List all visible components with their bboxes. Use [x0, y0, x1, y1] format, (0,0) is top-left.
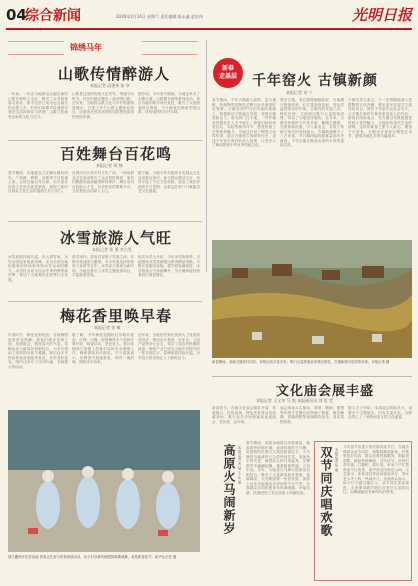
- article-byline: 本报记者 宋 喆 王 永 豪: [238, 446, 242, 485]
- badge-line: 走基层: [218, 73, 237, 80]
- article-body: 春节期间，千年古镇游人如织，窑火重燃，传统陶瓷烧制技艺吸引众多游客驻足观看。古镇在保护历史风貌的基础上，积极推动文旅融合发展，老街区焕发新活力，成为热门打卡地。一件件精美瓷器在匠人手中诞生，游客们纷纷体验拉坯、彩绘等制作环节，感受传统工艺的独特魅力。当地还开设了陶瓷文化体验馆，展示古镇悠久的制瓷历史，讲述千年窑火背后的动人故事，让更多人了解和热爱中华优秀传统文化。: [212, 98, 276, 147]
- article-body: 据了解，今年梅花花期较往年略有提前，红梅、白梅、绿萼梅等多个品种次第开放，暗香浮动，景色宜人。景区管理部门加强了游客引导和安全保障工作，确保游客有序游览。不少游客表示，在梅香中迎接新春，别有一番韵味，期待来年再来。: [72, 333, 134, 364]
- article-body: 早春时节，梅花竞相绽放，各地梅园迎来赏花热潮。游客们漫步花海之间，拍照留念，感受春天的气息。赏梅活动与新春民俗相结合，为节日增添了浓浓的诗意与雅趣，吸引众多市民和游客前来踏青赏花，乐享美好春光。园内还举办了诗词吟诵、书画展示等活动。: [8, 333, 68, 369]
- date-line: 2026年2月14日 星期六 责任编辑:陈永鑫 赵宏伟: [116, 14, 203, 19]
- article-body: 滑雪场内，游客们穿梭于雪道之间，尽情享受速度与激情。不少家庭选择带着孩子来滑雪过年，冰雪亲子游成为新时尚。当地还推出了冰雪主题夜游项目，丰富游客体验。: [72, 255, 134, 277]
- article-title: 山歌传情醉游人: [58, 65, 171, 83]
- article-body: 漫步古镇，青石板路蜿蜒曲折，白墙黛瓦错落有致，红灯笼高高挂起，处处洋溢着浓浓的年味。古镇内的非遗工坊、特色民宿、文创商店吸引大量游客消费，带动了当地居民增收。近年来，古镇坚持保护与开发并重，修缮古建筑，完善基础设施，引入新业态，实现了传统与现代的有机融合，古镇新颜吸引了八方来客，节日期间接待游客量创历史新高，千年古镇正焕发出前所未有的蓬勃生机。: [280, 98, 344, 147]
- article-body: 今年春节恰逢少数民族传统节日，当地各族群众双节同庆，载歌载舞迎新春。村寨里张灯结彩，群众身着民族服饰，唱起祝酒歌，跳起传统舞蹈，共庆佳节。村民们杀年猪、打糍粑、做年饭，家家户户忙着准备节日美食，欢声笑语回荡在山间。文艺演出、体育竞技等活动接连举办，男女老少齐上阵，热闹非凡。各族群众表示，如今日子越过越红火，双节同庆更添喜悦，大家要用歌声唱出对美好生活的向往，用舞蹈跳出对新时代的赞美。: [343, 445, 409, 494]
- article-body: 新春佳节，各地文化庙会精彩开幕，非遗展示、民俗表演、特色美食等活动轮番登场，吸引众多市民游客前来逛庙会、赏民俗、品年味。: [212, 406, 276, 424]
- article-body: 山歌是这里的传统文化符号，每逢节庆时节，村民们便会聚在一起对唱山歌。近年来，当地将山歌文化与乡村旅游深度融合，打造了多个山歌主题体验项目，让游客在欣赏美景的同时感受浓浓的民俗风情。: [72, 92, 134, 119]
- banner-ornament-left: [8, 41, 64, 55]
- article-body: 相关负责人介绍，今年冰雪旅游季，当地围绕冰雪资源推出系列精品线路，不断完善服务设施，提升游客满意度，冰雪旅游人气持续攀升，节日期间接待游客同比明显增长。: [138, 255, 200, 277]
- article-body: 一年前，一首由当地群众自编自演的山歌在网络上走红，吸引了众多游客慕名而来。如今这里已成为远近闻名的山歌之乡，村民们用歌声传递着对美好生活的向往与热爱，山歌文化焕发出新的生机与活力。: [8, 92, 68, 119]
- article-divider: [8, 221, 202, 222]
- article-byline: 本报记者 王宝华 马 悦 本报通讯员 刘 思 莹: [256, 398, 333, 403]
- photo-caption: 新春期间，某地古镇张灯结彩，民俗活动丰富多彩，吸引大量游客前来观光游览，古镇新颜尽显浓浓年味。本报记者 摄: [212, 360, 390, 364]
- article-body: 在城市社区和乡村文化广场，一场场群众文艺演出吸引了众多居民观看，演员们精湛的表演赢得阵阵掌声，舞台成为百姓展示才艺、分享快乐的重要平台，文化惠民活动深入人心。: [72, 171, 134, 193]
- article-byline: 本报记者 张 敏: [94, 325, 121, 330]
- section-banner: [8, 41, 198, 57]
- section-title: 综合新闻: [25, 8, 81, 24]
- article-byline: 本报记者 高建伟 张 亭: [90, 83, 130, 88]
- article-title: 冰雪旅游人气旺: [60, 229, 173, 247]
- column-divider: [206, 40, 207, 272]
- article-body: 近年来，当地依托梅花资源大力发展赏花经济，推出花卉观赏、农家乐、文创产品等多元业态，带动了周边村民增收致富。梅花产业已成为当地乡村振兴的一张亮丽名片，赏梅旅游持续升温，为早春文旅市场注入了新的活力。: [138, 333, 200, 360]
- photo-illustration: [8, 410, 200, 552]
- banner-ornament-right: [142, 41, 198, 55]
- article-divider: [8, 301, 202, 302]
- photo-folk-dance: [8, 410, 200, 552]
- article-body: 春节期间，高原各地群众身着盛装，跳起欢快的锅庄舞，表演传统的火马舞，用独特的民族方式欢度新春佳节。火马舞是当地流传已久的民间艺术，表演者手持火把，骑着彩扎的马形道具，在锣鼓声中翩翩起舞，寓意驱邪纳福、五谷丰登。今年，当地将火马舞与旅游活动相结合，吸引了大量游客前来观看。夜幕降临，火光映照着一张张笑脸，高原上处处洋溢着欢乐祥和的节日气氛，各族群众共同祈愿来年风调雨顺、幸福安康，民族团结之花在高原上绚丽绽放。: [246, 441, 310, 495]
- article-title: 梅花香里唤早春: [60, 307, 173, 325]
- article-byline: 本报记者 张 勇 李占发: [92, 247, 132, 252]
- article-title: 百姓舞台百花鸣: [60, 145, 173, 163]
- banner-label: 锦绣马年: [70, 43, 102, 52]
- article-divider: [8, 140, 202, 141]
- article-title: 千年窑火 古镇新颜: [252, 73, 378, 89]
- article-title: 双节同庆唱欢歌: [319, 446, 333, 537]
- page-number: 04: [6, 6, 27, 24]
- article-byline: 本报记者 吴 明: [335, 448, 339, 472]
- badge-new-spring: [213, 58, 243, 88]
- article-byline: 本报记者 刘 宁: [286, 90, 313, 95]
- article-body: 冰雪旅游持续升温，各大滑雪场、冰雪乐园迎来客流高峰，来自全国各地的游客纷纷前来体验冰雪运动的魅力，冰雪经济成为拉动冬季消费的新引擎，带动了当地餐饮住宿等行业发展。: [8, 255, 68, 282]
- article-body: 据主办方介绍，本届庙会持续多天，设置多个主题展区，内容丰富多彩，为群众奉上了一场热闹非凡的文化盛宴。: [348, 406, 412, 419]
- article-body: 古镇负责人表示，下一步将继续深入挖掘陶瓷文化内涵，推出更多沉浸式文旅体验项目，擦亮千年窑火这张金名片，让古镇在新时代焕发更加迷人的光彩。游客们纷纷表示，在古镇过年既能感受传统文化的魅力，又能体验现代生活的便利，这样的新春之旅令人难忘，期待下次再来。古镇还计划举办陶瓷艺术节，邀请各地艺术家共襄盛举。: [348, 98, 412, 138]
- boxed-article: [314, 441, 412, 581]
- photo-illustration: [212, 240, 412, 358]
- article-byline: 本报记者 周 锦: [96, 163, 123, 168]
- article-body: 据介绍，今年春节期间，当地还举办了山歌大赛、山歌擂台赛等系列活动，来自各地的歌手同台竞技，吸引了大批游客驻足观看，不少游客还现场学唱山歌，体验别样的乡村年味。: [138, 92, 200, 114]
- badge-line: 新春: [221, 65, 234, 72]
- article-divider: [212, 376, 412, 377]
- article-title: 高原火马闹新岁: [222, 444, 236, 535]
- article-body: 庙会现场人头攒动，剪纸、糖画、面塑等传统手艺摊位前围满了游客，舞龙舞狮、高跷秧歌等表演精彩纷呈，喜庆氛围浓厚。: [280, 406, 344, 424]
- photo-ancient-town: [212, 240, 412, 358]
- photo-caption: 浙江衢州开化县某地 游客正在参与民俗表演活动，孩子们身着传统服饰载歌载舞，欢度新春佳节。新华社记者 摄: [8, 555, 177, 559]
- page-header: [6, 4, 412, 34]
- article-body: 春节期间，各地群众文艺舞台精彩纷呈，广场舞、秧歌、戏曲等节目轮番上演，百姓自编自导自演，用丰富多彩的文艺形式欢度新春，展现了新时代群众文化生活的蓬勃生机与活力。: [8, 171, 68, 193]
- article-body: 据了解，当地今年共组织各类群众文化活动数百场次，参与群众数以万计，有效丰富了节日文化供给，营造了欢乐祥和的节日氛围，让群众在家门口就能享受文化盛宴。: [138, 171, 200, 193]
- newspaper-logo: 光明日报: [351, 6, 412, 24]
- header-rule: [6, 28, 412, 30]
- article-title: 文化庙会展丰盛: [276, 384, 375, 399]
